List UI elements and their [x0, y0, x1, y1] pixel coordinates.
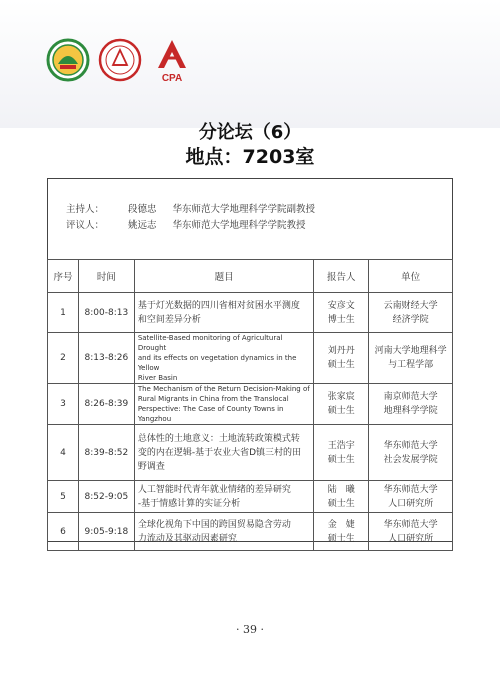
- host-role: 主持人：: [66, 204, 105, 215]
- topic-line: Rural Migrants in China from the Translocal: [137, 395, 289, 403]
- reporter-degree: 博士生: [327, 314, 355, 325]
- table-row: [48, 333, 453, 384]
- reviewer-role: 评议人：: [66, 220, 105, 231]
- reporter-name: 王浩宇: [327, 440, 355, 451]
- association-logo-icon: [46, 38, 90, 82]
- header-topic: 题目: [134, 260, 314, 293]
- row-reporter: [314, 425, 369, 481]
- unit-line: 经济学院: [392, 314, 429, 325]
- row-topic: [134, 425, 314, 481]
- row-number: 2: [48, 333, 79, 384]
- topic-line: 基于灯光数据的四川省相对贫困水平测度: [137, 300, 300, 311]
- reporter-name: 刘丹丹: [327, 346, 355, 356]
- schedule-table: [47, 259, 453, 551]
- row-number: 5: [48, 481, 79, 513]
- hosts-block: [66, 202, 315, 234]
- row-topic: [134, 481, 314, 513]
- reporter-degree: 硕士生: [327, 454, 355, 465]
- topic-line: 力流动及其驱动因素研究: [137, 533, 237, 544]
- host-row: [66, 202, 315, 218]
- reporter-name: 陆 曦: [327, 484, 355, 495]
- host-name: 段德忠: [128, 204, 157, 215]
- header-reporter: 报告人: [314, 260, 369, 293]
- unit-line: 地理科学学院: [383, 406, 438, 416]
- row-time: 8:52-9:05: [78, 481, 134, 513]
- header-time: 时间: [78, 260, 134, 293]
- page-number: · 39 ·: [236, 623, 264, 636]
- topic-line: -基于情感计算的实证分析: [137, 498, 241, 509]
- forum-title: 分论坛（6）: [198, 122, 302, 143]
- topic-line: Satellite-Based monitoring of Agricultural Drought: [137, 334, 283, 352]
- topic-line: 和空间差异分析: [137, 314, 201, 325]
- row-time: 8:13-8:26: [78, 333, 134, 384]
- university-seal-icon: [98, 38, 142, 82]
- unit-line: 人口研究所: [388, 498, 434, 509]
- reporter-degree: 硕士生: [327, 533, 355, 544]
- row-time: 8:00-8:13: [78, 293, 134, 333]
- row-topic: [134, 384, 314, 425]
- row-number: 6: [48, 513, 79, 551]
- row-unit: [369, 481, 453, 513]
- topic-line: 全球化视角下中国的跨国贸易隐含劳动: [137, 519, 291, 530]
- reporter-name: 张家宸: [327, 392, 355, 402]
- unit-line: 华东师范大学: [383, 484, 438, 495]
- row-time: 9:05-9:18: [78, 513, 134, 551]
- unit-line: 与工程学部: [388, 360, 434, 370]
- table-row: [48, 293, 453, 333]
- topic-line: 总体性的土地意义：土地流转政策模式转: [137, 433, 300, 444]
- reporter-name: 金 婕: [327, 519, 355, 530]
- cpa-logo-icon: [150, 36, 194, 84]
- topic-line: 变的内在逻辑-基于农业大省D镇三村的田: [137, 447, 302, 458]
- reporter-degree: 硕士生: [327, 498, 355, 509]
- table-row: [48, 481, 453, 513]
- unit-line: 华东师范大学: [383, 519, 438, 530]
- table-row: [48, 425, 453, 481]
- row-number: 1: [48, 293, 79, 333]
- topic-line: 野调查: [137, 461, 165, 472]
- reporter-degree: 硕士生: [327, 406, 355, 416]
- row-unit: [369, 293, 453, 333]
- table-row: [48, 384, 453, 425]
- host-affiliation: 华东师范大学地理科学学院副教授: [172, 204, 316, 215]
- row-time: 8:39-8:52: [78, 425, 134, 481]
- row-unit: [369, 384, 453, 425]
- row-reporter: [314, 293, 369, 333]
- table-header-row: [48, 260, 453, 293]
- forum-location: 地点：7203室: [185, 146, 315, 168]
- reviewer-affiliation: 华东师范大学地理科学学院教授: [172, 220, 306, 231]
- reviewer-row: [66, 218, 315, 234]
- unit-line: 华东师范大学: [383, 440, 438, 451]
- topic-line: Perspective: The Case of County Towns in Yangzhou: [137, 405, 284, 423]
- row-unit: [369, 333, 453, 384]
- row-number: 3: [48, 384, 79, 425]
- logo-group: [46, 36, 194, 84]
- row-reporter: [314, 513, 369, 551]
- header-no: 序号: [48, 260, 79, 293]
- cpa-logo-text: CPA: [161, 73, 183, 84]
- row-topic: [134, 333, 314, 384]
- row-topic: [134, 293, 314, 333]
- topic-line: River Basin: [137, 374, 178, 382]
- row-reporter: [314, 384, 369, 425]
- reporter-degree: 硕士生: [327, 360, 355, 370]
- row-time: 8:26-8:39: [78, 384, 134, 425]
- topic-line: and its effects on vegetation dynamics in the Yellow: [137, 354, 297, 372]
- row-reporter: [314, 333, 369, 384]
- row-topic: [134, 513, 314, 551]
- row-number: 4: [48, 425, 79, 481]
- table-row: [48, 513, 453, 551]
- topic-line: 人工智能时代青年就业情绪的差异研究: [137, 484, 291, 495]
- row-reporter: [314, 481, 369, 513]
- topic-line: The Mechanism of the Return Decision-Making of: [137, 385, 310, 393]
- reporter-name: 安彦文: [327, 300, 355, 311]
- row-unit: [369, 513, 453, 551]
- header-unit: 单位: [369, 260, 453, 293]
- reviewer-name: 姚远志: [128, 220, 157, 231]
- unit-line: 南京师范大学: [383, 392, 438, 402]
- unit-line: 云南财经大学: [383, 300, 438, 311]
- row-unit: [369, 425, 453, 481]
- unit-line: 社会发展学院: [383, 454, 438, 465]
- unit-line: 河南大学地理科学: [374, 346, 447, 356]
- unit-line: 人口研究所: [388, 533, 434, 544]
